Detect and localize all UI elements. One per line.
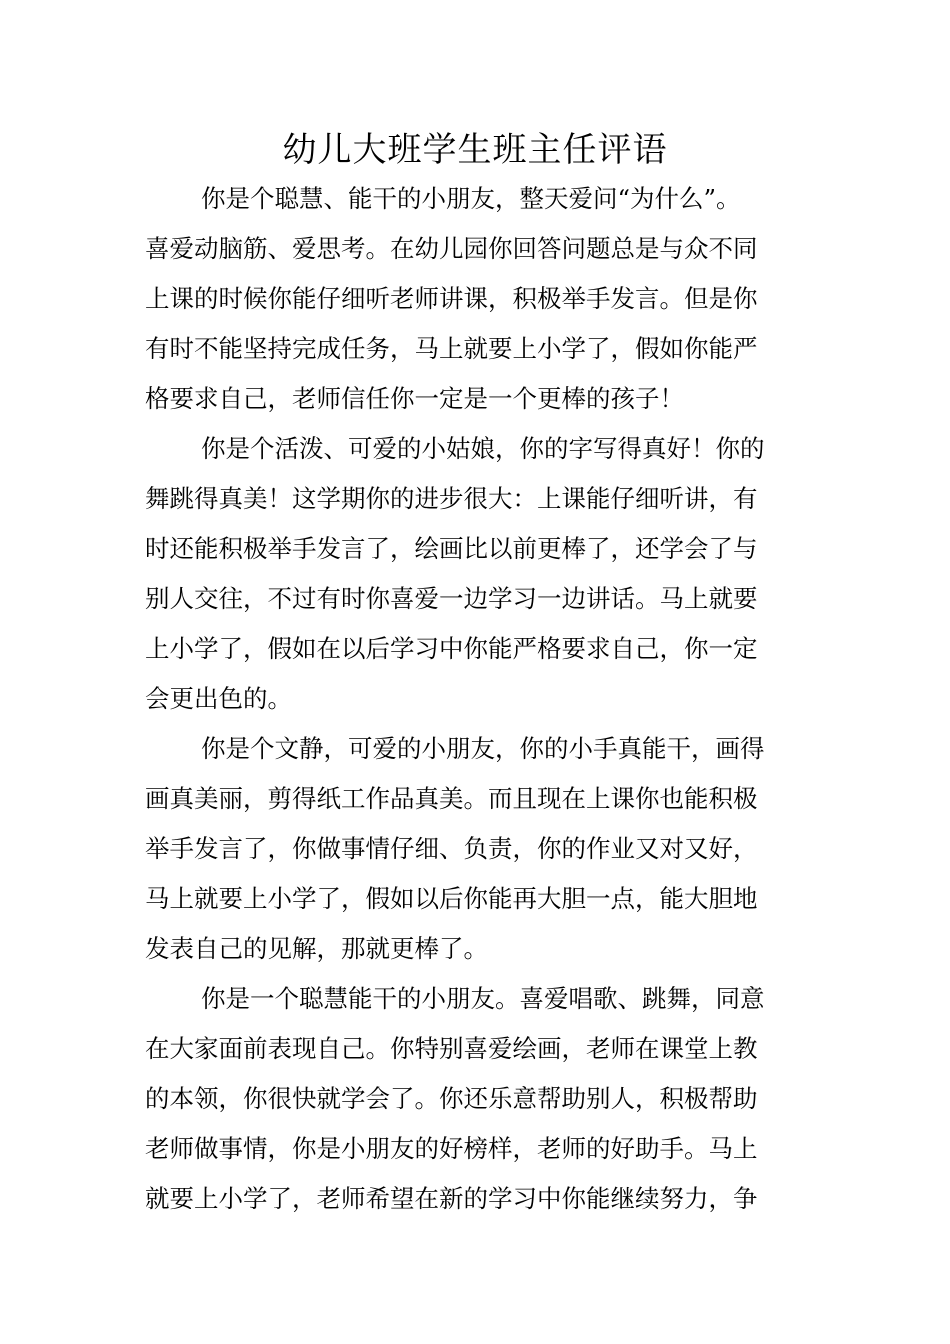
paragraph-line: 举手发言了，你做事情仔细、负责，你的作业又对又好， — [145, 834, 758, 863]
paragraph-line: 马上就要上小学了，假如以后你能再大胆一点，能大胆地 — [145, 884, 758, 913]
paragraph-line: 你是一个聪慧能干的小朋友。喜爱唱歌、跳舞，同意 — [201, 984, 765, 1013]
paragraph-line: 的本领，你很快就学会了。你还乐意帮助别人，积极帮助 — [145, 1084, 758, 1113]
paragraph-line: 格要求自己，老师信任你一定是一个更棒的孩子！ — [145, 384, 684, 413]
paragraph-3 — [145, 724, 810, 974]
paragraph-line: 你是个活泼、可爱的小姑娘，你的字写得真好！你的 — [201, 434, 765, 463]
paragraph-line: 你是个文静，可爱的小朋友，你的小手真能干，画得 — [201, 734, 765, 763]
document-body — [145, 174, 810, 1224]
paragraph-line: 别人交往，不过有时你喜爱一边学习一边讲话。马上就要 — [145, 584, 758, 613]
paragraph-line: 老师做事情，你是小朋友的好榜样，老师的好助手。马上 — [145, 1134, 758, 1163]
paragraph-line: 画真美丽，剪得纸工作品真美。而且现在上课你也能积极 — [145, 784, 758, 813]
paragraph-line: 上小学了，假如在以后学习中你能严格要求自己，你一定 — [145, 634, 758, 663]
paragraph-line: 发表自己的见解，那就更棒了。 — [145, 934, 488, 963]
paragraph-line: 舞跳得真美！这学期你的进步很大：上课能仔细听讲，有 — [145, 484, 758, 513]
paragraph-1 — [145, 174, 810, 424]
paragraph-line: 就要上小学了，老师希望在新的学习中你能继续努力，争 — [145, 1184, 758, 1213]
paragraph-line: 上课的时候你能仔细听老师讲课，积极举手发言。但是你 — [145, 284, 758, 313]
paragraph-4 — [145, 974, 810, 1224]
paragraph-line: 有时不能坚持完成任务，马上就要上小学了，假如你能严 — [145, 334, 758, 363]
paragraph-2 — [145, 424, 810, 724]
paragraph-line: 会更出色的。 — [145, 684, 292, 713]
document-title: 幼儿大班学生班主任评语 — [282, 130, 668, 170]
paragraph-line: 你是个聪慧、能干的小朋友，整天爱问“为什么”。 — [201, 184, 741, 213]
paragraph-line: 在大家面前表现自己。你特别喜爱绘画，老师在课堂上教 — [145, 1034, 758, 1063]
paragraph-line: 喜爱动脑筋、爱思考。在幼儿园你回答问题总是与众不同 — [145, 234, 758, 263]
paragraph-line: 时还能积极举手发言了，绘画比以前更棒了，还学会了与 — [145, 534, 758, 563]
